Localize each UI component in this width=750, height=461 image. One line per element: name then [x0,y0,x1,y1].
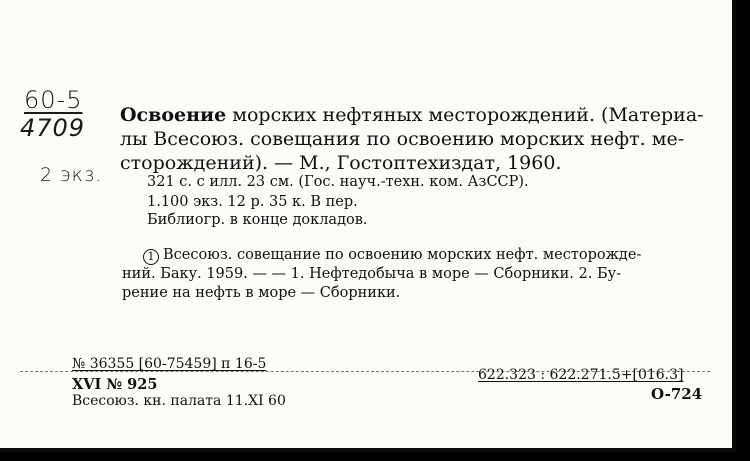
entry-line-4: 321 с. с илл. 23 см. (Гос. науч.-техн. ком. АзССР). [147,174,529,190]
tracing-line-1-text: Всесоюз. совещание по освоению морских нефт. месторожде- [163,247,642,263]
entry-title-bold: Освоение [120,104,227,126]
tracing-line-2: ний. Баку. 1959. — — 1. Нефтедобыча в море — Сборники. 2. Бу- [122,266,622,282]
call-number-bottom: 4709 [20,114,86,142]
tracing-line-3: рение на нефть в море — Сборники. [122,285,401,301]
udc-code: 622.323 : 622.271.5+[016.3] [478,367,684,383]
entry-line-5: 1.100 экз. 12 р. 35 к. В пер. [147,194,358,210]
entry-line-3: сторождений). — М., Гостоптехиздат, 1960. [120,152,562,174]
entry-line-2: лы Всесоюз. совещания по освоению морских нефт. ме- [120,128,685,150]
tracing-line-1 [143,247,641,265]
rubric-marker: 1 [143,249,159,265]
card-number: № 36355 [60-75459] п 16-5 [72,356,267,372]
copies-note: 2 экз. [40,164,103,186]
entry-line-6: Библиогр. в конце докладов. [147,212,368,228]
entry-title-rest: морских нефтяных месторождений. (Материа- [226,104,704,126]
call-number-top: 60-5 [24,86,83,114]
entry-line-1 [120,104,704,126]
classification-code: O-724 [651,385,703,403]
book-chamber: Всесоюз. кн. палата 11.XI 60 [72,393,286,409]
volume-number: XVI № 925 [72,376,158,393]
